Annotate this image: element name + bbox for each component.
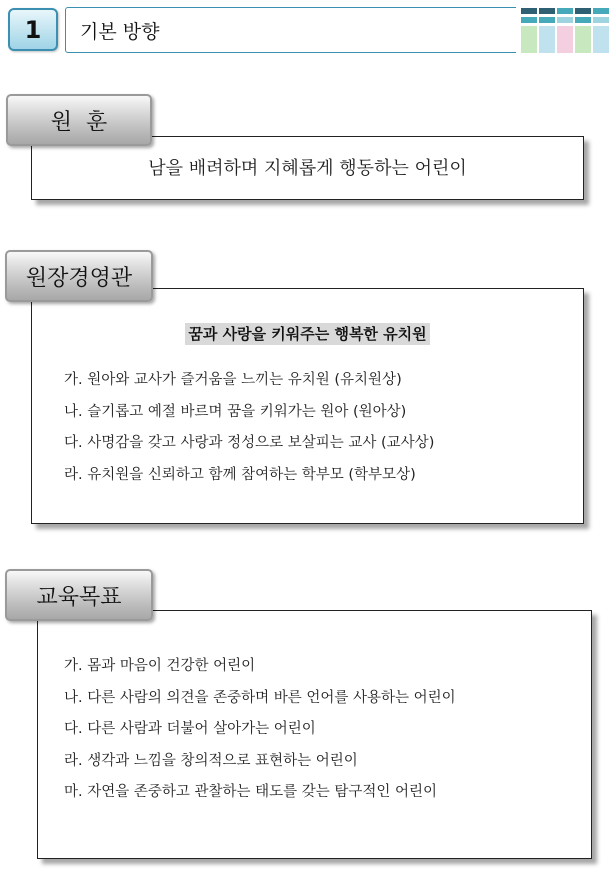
- list-item: 다. 다른 사람과 더불어 살아가는 어린이: [64, 721, 316, 737]
- philosophy-box: [31, 288, 584, 524]
- list-item: 나. 슬기롭고 예절 바르며 꿈을 키워가는 원아 (원아상): [64, 403, 407, 420]
- motto-tab: [6, 94, 152, 146]
- list-item: 나. 다른 사람의 의견을 존중하며 바른 언어를 사용하는 어린이: [64, 689, 456, 706]
- philosophy-slogan: [32, 323, 583, 344]
- section-number: 1: [24, 15, 42, 44]
- goals-box: [37, 610, 592, 859]
- list-item: 라. 유치원을 신뢰하고 함께 참여하는 학부모 (학부모상): [64, 466, 416, 483]
- list-item: 다. 사명감을 갖고 사랑과 정성으로 보살피는 교사 (교사상): [64, 435, 435, 451]
- list-item: 가. 원아와 교사가 즐거움을 느끼는 유치원 (유치원상): [64, 372, 402, 388]
- list-item: 라. 생각과 느낌을 창의적으로 표현하는 어린이: [64, 752, 358, 769]
- philosophy-slogan-text: 꿈과 사랑을 키워주는 행복한 유치원: [185, 323, 429, 345]
- goals-tab: [5, 569, 153, 621]
- motto-text: 남을 배려하며 지혜롭게 행동하는 어린이: [148, 158, 467, 179]
- decorative-stripes: [521, 8, 609, 53]
- goals-tab-label: 교육목표: [36, 584, 122, 610]
- philosophy-list: [64, 365, 434, 491]
- motto-tab-label: 원 훈: [50, 109, 108, 135]
- page-title: 기본 방향: [80, 20, 160, 43]
- list-item: 마. 자연을 존중하고 관찰하는 태도를 갖는 탐구적인 어린이: [64, 784, 438, 800]
- page-title-box: [65, 7, 521, 53]
- philosophy-tab-label: 원장경영관: [25, 265, 133, 291]
- section-number-badge: [8, 8, 58, 51]
- philosophy-tab: [5, 250, 153, 302]
- list-item: 가. 몸과 마음이 건강한 어린이: [64, 658, 256, 674]
- goals-list: [64, 651, 456, 809]
